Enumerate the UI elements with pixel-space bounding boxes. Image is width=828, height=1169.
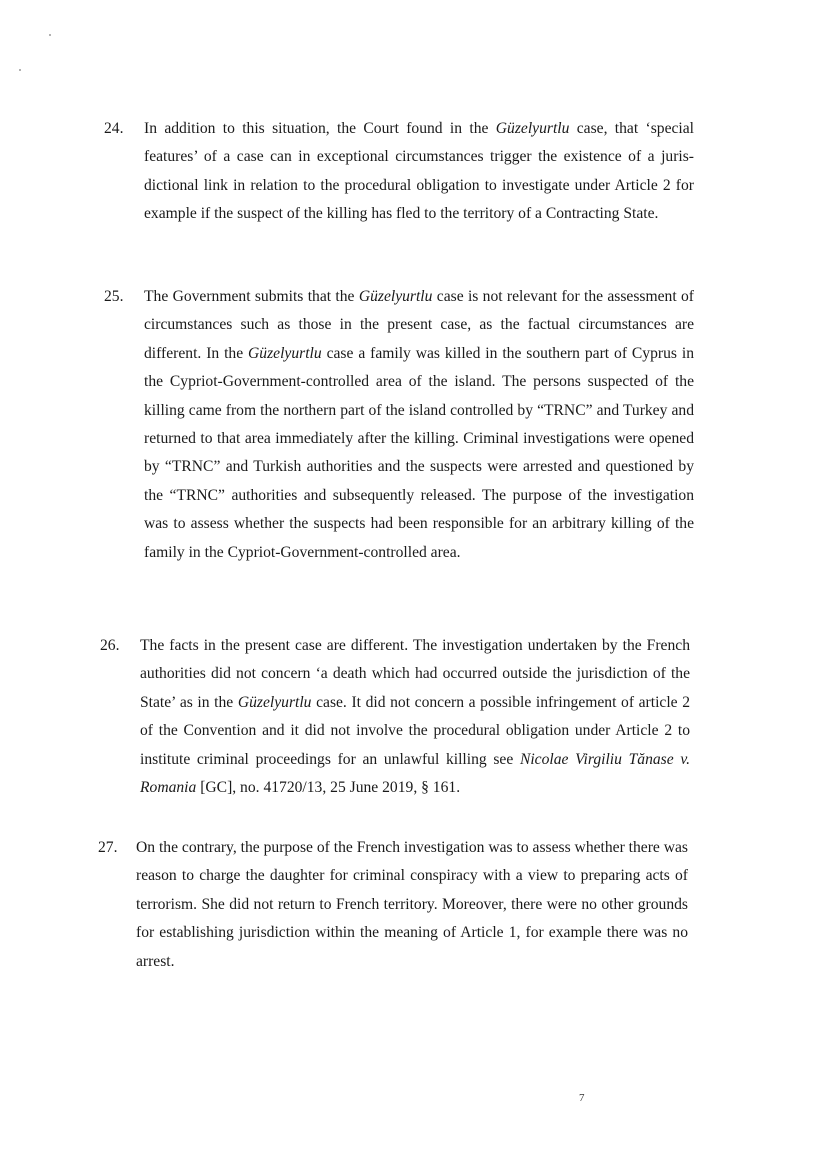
text-segment: case is not relevant for the assessment of circumstances such as those in the present case, as the factual circumstances are different. In the	[144, 288, 694, 362]
case-citation: Nicolae Virgiliu Tănase v. Romania	[140, 750, 690, 797]
page-number: 7	[579, 1092, 585, 1104]
text-segment: case, that ‘special features’ of a case can in exceptional circumstances trigger the existence of a jurisdictional link in relation to the procedural obligation to investigate under Article 2 for example if the suspect of the killing has fled to the territory of a Contracting State.	[144, 120, 695, 223]
paragraph-27	[98, 834, 688, 976]
text-segment: The facts in the present case are different. The investigation undertaken by the French authorities did not concern ‘a death which had occurred outside the jurisdiction of the State’ as in the	[140, 637, 690, 711]
text-segment: The Government submits that the	[144, 288, 359, 305]
scan-speck	[49, 34, 51, 36]
paragraph-text	[144, 283, 694, 567]
case-name: Güzelyurtlu	[358, 288, 433, 305]
scan-speck	[19, 69, 21, 71]
paragraph-number: 25.	[104, 288, 124, 305]
paragraph-number: 24.	[104, 120, 124, 137]
case-name: Güzelyurtlu	[495, 120, 570, 137]
case-name: Güzelyurtlu	[248, 344, 322, 362]
paragraph-text	[144, 115, 694, 229]
case-name: Güzelyurtlu	[237, 693, 312, 711]
paragraph-text	[140, 632, 690, 802]
text-segment: On the contrary, the purpose of the French investigation was to assess whether there was reason to charge the daughter for criminal conspiracy with a view to preparing acts of terrorism. She did not return to French territory. Moreover, there were no other grounds for establishing jurisdiction within the meaning of Article 1, for example there was no arrest.	[136, 839, 688, 970]
paragraph-24	[104, 115, 694, 229]
paragraph-text	[136, 834, 688, 976]
paragraph-number: 27.	[98, 839, 118, 856]
text-segment: case. It did not concern a possible infringement of article 2 of the Convention and it did not involve the procedural obligation under Article 2 to institute criminal proceedings for an unlawful killing see	[140, 693, 691, 768]
paragraph-number: 26.	[100, 637, 120, 654]
text-segment: In addition to this situation, the Court found in the	[144, 120, 496, 137]
paragraph-25	[104, 283, 694, 567]
text-segment: [GC], no. 41720/13, 25 June 2019, § 161.	[196, 779, 461, 797]
paragraph-26	[100, 632, 690, 802]
text-segment: case a family was killed in the southern part of Cyprus in the Cypriot-Government-controlled area of the island. The persons suspected of the killing came from the northern part of the island controlled by “TRNC” and Turkey and returned to that area immediately after the killing. Criminal investigations were opened by “TRNC” and Turkish authorities and the suspects were arrested and questioned by the “TRNC” authorities and subsequently released. The purpose of the investigation was to assess whether the suspects had been responsible for an arbitrary killing of the family in the Cypriot-Government-controlled area.	[144, 344, 694, 561]
